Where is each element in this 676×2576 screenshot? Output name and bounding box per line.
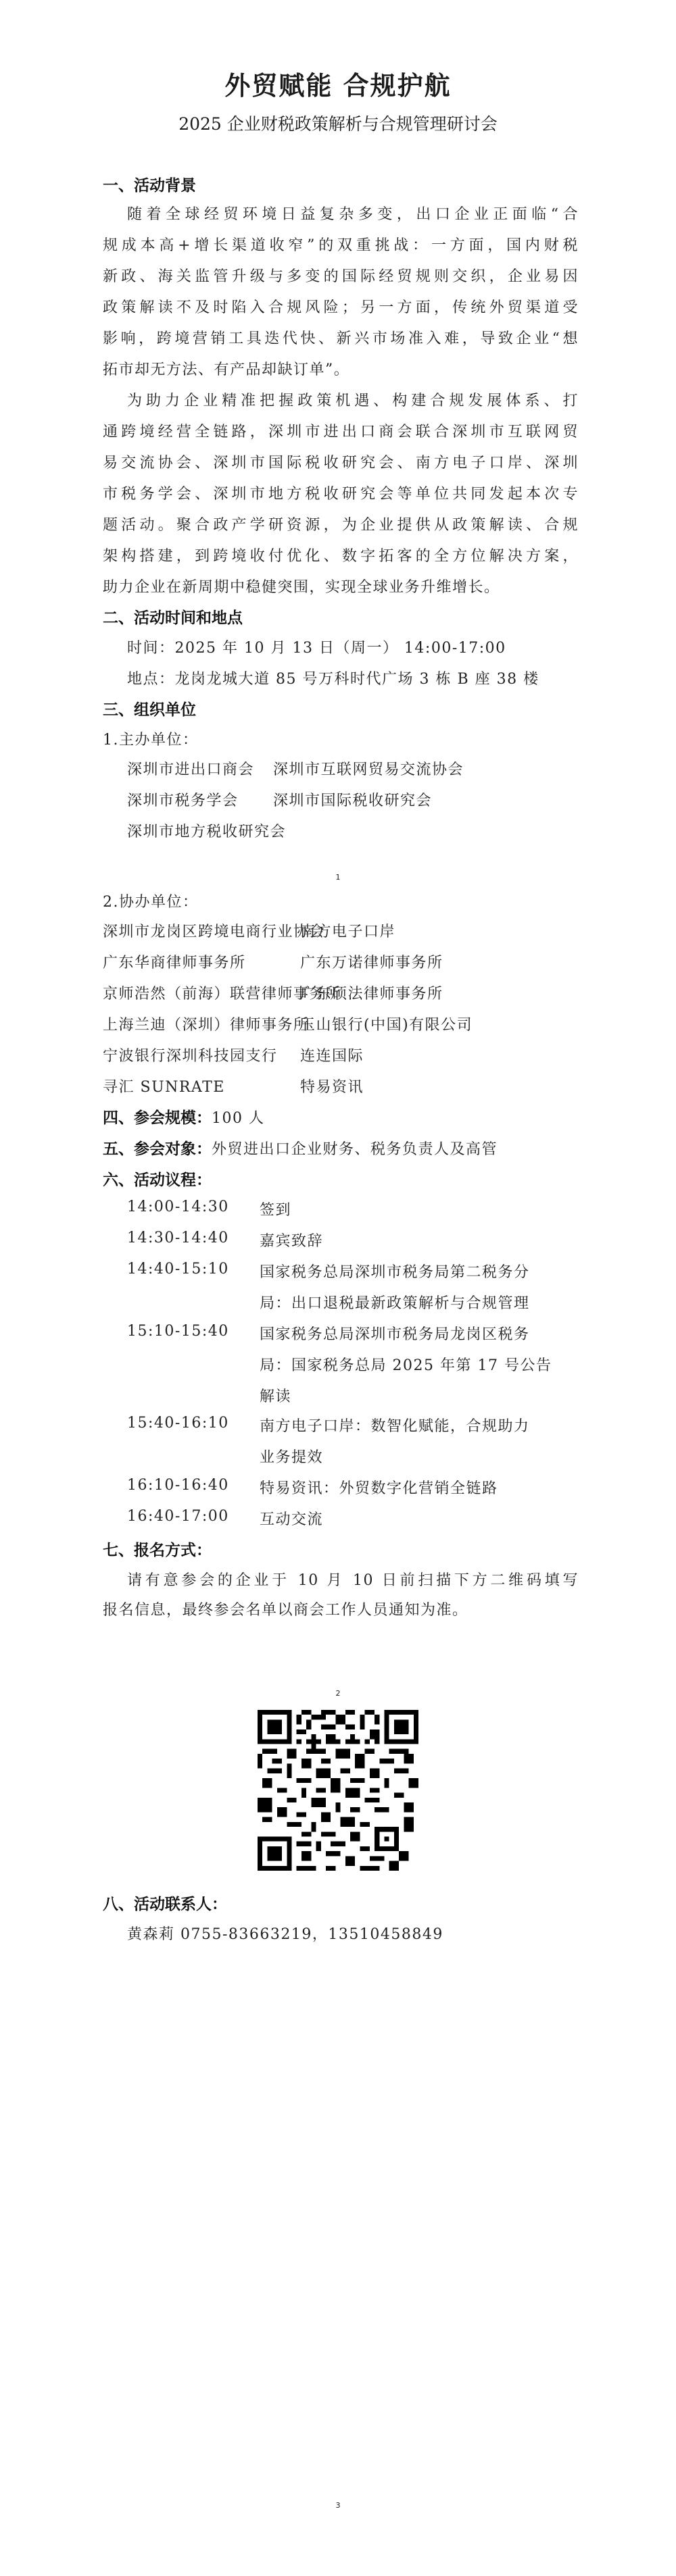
paragraph-line: 易交流协会、深圳市国际税收研究会、南方电子口岸、深圳 (103, 455, 579, 472)
co-organizer-item: 深圳市龙岗区跨境电商行业协会 (103, 924, 326, 940)
agenda-time: 14:40-15:10 (127, 1261, 229, 1278)
audience-value: 外贸进出口企业财务、税务负责人及高管 (212, 1141, 498, 1158)
host-item: 深圳市税务学会 (127, 792, 239, 809)
co-organizer-item: 玉山银行(中国)有限公司 (300, 1017, 473, 1034)
paragraph-line: 助力企业在新周期中稳健突围，实现全球业务升维增长。 (103, 579, 500, 596)
section-heading-contact: 八、活动联系人： (103, 1896, 227, 1913)
paragraph-line: 规成本高+增长渠道收窄”的双重挑战：一方面，国内财税 (103, 237, 579, 254)
document-title: 外贸赋能 合规护航 (224, 70, 452, 101)
co-organizer-item: 广东华商律师事务所 (103, 955, 246, 971)
page-number: 1 (335, 873, 341, 882)
co-organizer-item: 南方电子口岸 (300, 924, 396, 940)
host-item: 深圳市进出口商会 (127, 761, 255, 778)
contact-info: 黄森莉 0755-83663219，13510458849 (127, 1926, 443, 1943)
paragraph-line: 新政、海关监管升级与多变的国际经贸规则交织，企业易因 (103, 268, 579, 285)
paragraph-line: 政策解读不及时陷入合规风险；另一方面，传统外贸渠道受 (103, 299, 579, 316)
agenda-time: 16:40-17:00 (127, 1508, 229, 1525)
agenda-topic: 局：出口退税最新政策解析与合规管理 (260, 1295, 530, 1312)
section-heading-background: 一、活动背景 (103, 177, 196, 195)
section-heading-audience: 五、参会对象： (103, 1140, 212, 1158)
agenda-time: 15:10-15:40 (127, 1323, 229, 1340)
section-heading-time-place: 二、活动时间和地点 (103, 609, 243, 627)
qr-code-icon[interactable] (258, 1710, 418, 1871)
agenda-time: 16:10-16:40 (127, 1477, 229, 1494)
agenda-topic: 解读 (260, 1388, 292, 1405)
host-item: 深圳市地方税收研究会 (127, 824, 287, 840)
hosts-label: 1.主办单位： (103, 732, 199, 749)
co-organizer-item: 连连国际 (300, 1048, 364, 1065)
paragraph-line: 为助力企业精准把握政策机遇、构建合规发展体系、打 (127, 393, 579, 409)
paragraph-line: 题活动。聚合政产学研资源，为企业提供从政策解读、合规 (103, 517, 579, 534)
co-organizer-item: 广东万诺律师事务所 (300, 955, 443, 971)
agenda-topic: 国家税务总局深圳市税务局第二税务分 (260, 1264, 530, 1281)
event-place: 地点：龙岗龙城大道 85 号万科时代广场 3 栋 B 座 38 楼 (127, 671, 539, 688)
co-organizer-item: 京师浩然（前海）联营律师事务所 (103, 986, 341, 1003)
scale-line (103, 1105, 265, 1128)
agenda-topic: 互动交流 (260, 1511, 324, 1528)
event-time: 时间：2025 年 10 月 13 日（周一） 14:00-17:00 (127, 640, 506, 657)
agenda-topic: 国家税务总局深圳市税务局龙岗区税务 (260, 1326, 530, 1343)
section-heading-scale: 四、参会规模： (103, 1109, 212, 1127)
host-item: 深圳市国际税收研究会 (273, 792, 433, 809)
page-number: 2 (335, 1689, 341, 1698)
agenda-topic: 签到 (260, 1202, 292, 1219)
registration-line: 报名信息，最终参会名单以商会工作人员通知为准。 (103, 1602, 468, 1619)
agenda-topic: 特易资讯：外贸数字化营销全链路 (260, 1480, 498, 1497)
co-organizer-item: 寻汇 SUNRATE (103, 1079, 225, 1096)
agenda-time: 15:40-16:10 (127, 1415, 229, 1432)
host-item: 深圳市互联网贸易交流协会 (273, 761, 464, 778)
audience-line (103, 1136, 498, 1159)
section-heading-agenda: 六、活动议程： (103, 1171, 212, 1189)
agenda-topic: 嘉宾致辞 (260, 1233, 324, 1250)
paragraph-line: 拓市却无方法、有产品却缺订单”。 (103, 361, 350, 378)
agenda-topic: 业务提效 (260, 1449, 324, 1466)
paragraph-line: 架构搭建，到跨境收付优化、数字拓客的全方位解决方案， (103, 548, 579, 565)
document-subtitle: 2025 企业财税政策解析与合规管理研讨会 (178, 114, 498, 134)
agenda-time: 14:30-14:40 (127, 1230, 229, 1246)
paragraph-line: 影响，跨境营销工具迭代快、新兴市场准入难，导致企业“想 (103, 330, 579, 347)
paragraph-line: 通跨境经营全链路，深圳市进出口商会联合深圳市互联网贸 (103, 424, 579, 440)
co-organizer-item: 上海兰迪（深圳）律师事务所 (103, 1017, 310, 1034)
agenda-topic: 南方电子口岸：数智化赋能，合规助力 (260, 1418, 530, 1435)
section-heading-registration: 七、报名方式： (103, 1542, 212, 1559)
agenda-time: 14:00-14:30 (127, 1198, 229, 1215)
co-organizer-item: 广东硕法律师事务所 (300, 986, 443, 1003)
co-organizer-item: 宁波银行深圳科技园支行 (103, 1048, 278, 1065)
registration-line: 请有意参会的企业于 10 月 10 日前扫描下方二维码填写 (127, 1572, 579, 1589)
co-organizers-label: 2.协办单位： (103, 894, 199, 911)
scale-value: 100 人 (212, 1110, 265, 1127)
co-organizer-item: 特易资讯 (300, 1079, 364, 1096)
paragraph-line: 随着全球经贸环境日益复杂多变，出口企业正面临“合 (127, 206, 579, 223)
paragraph-line: 市税务学会、深圳市地方税收研究会等单位共同发起本次专 (103, 486, 579, 503)
agenda-topic: 局：国家税务总局 2025 年第 17 号公告 (260, 1357, 552, 1374)
section-heading-organizers: 三、组织单位 (103, 701, 196, 719)
page-number: 3 (335, 2501, 341, 2510)
